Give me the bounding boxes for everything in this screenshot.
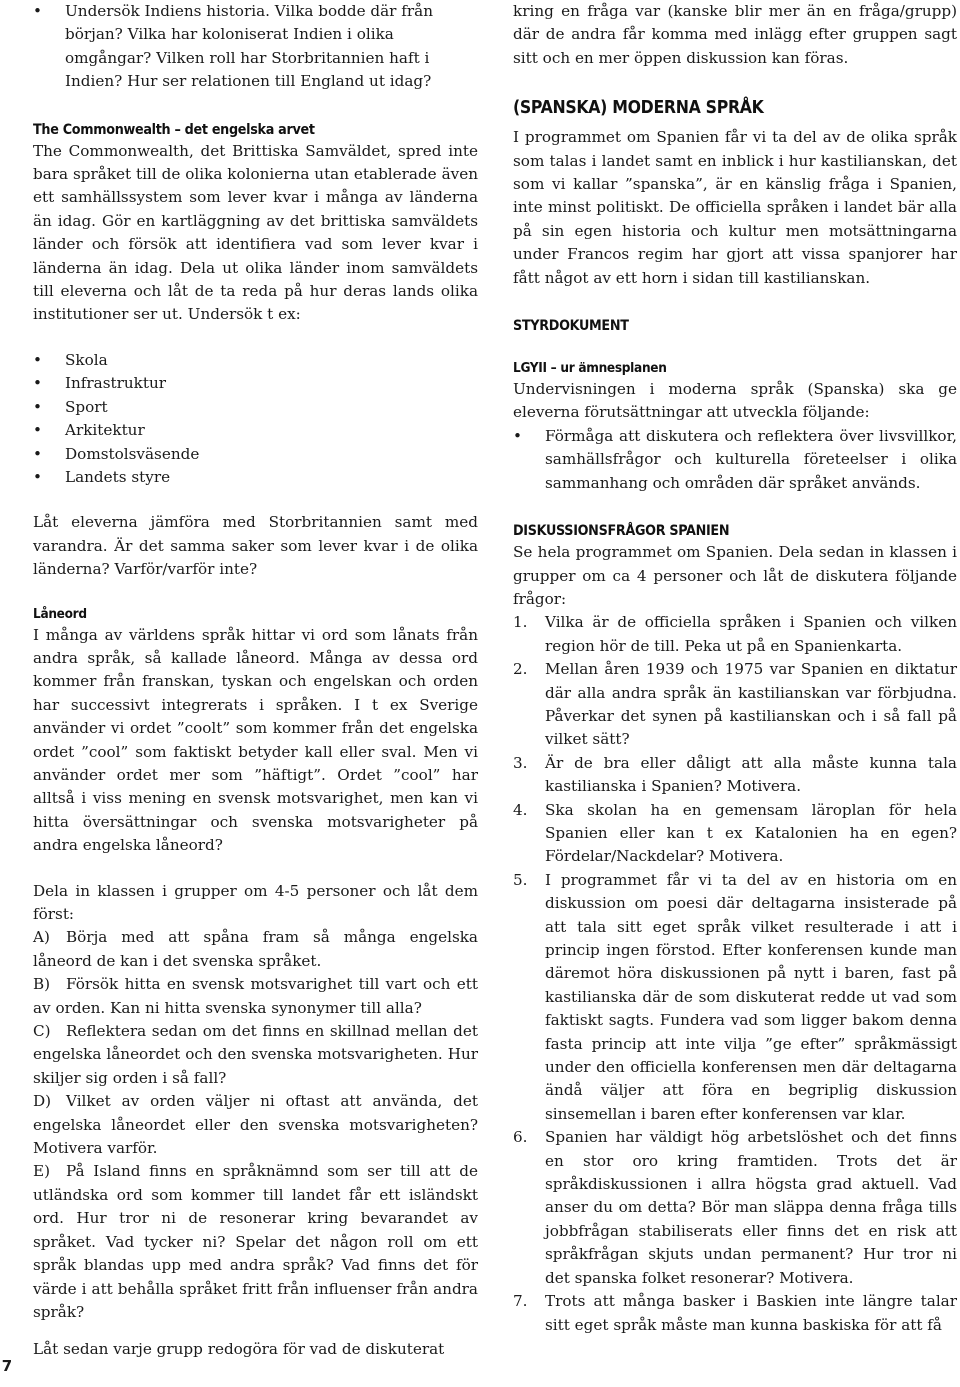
laneord-paragraph: I många av världens språk hittar vi ord som lånats från andra språk, så kallade låneord. Många av dessa ord kommer från franskan, tyskan och engelskan och orden har successivt integrerats i språken. I t ex Sverige använder vi ordet ”coolt” som kommer från det engelska ordet ”cool” som faktiskt betyder kall eller sval. Men vi använder ordet mer som ”häftigt”. Ordet ”cool” har alltså i viss mening en svensk motsvarighet, men kan vi hitta översättningar och svenska motsvarigheter på andra engelska låneord? [33,625,478,855]
closing-paragraph: Låt sedan varje grupp redogöra för vad de diskuterat [33,1340,445,1359]
group-task-label: B) [33,975,51,994]
styrdokument-heading: STYRDOKUMENT [513,318,629,335]
group-task-c [33,1020,478,1090]
question-item [513,611,957,658]
investigate-list [33,349,478,489]
question-number: 7. [513,1292,528,1311]
group-task-label: D) [33,1092,52,1111]
group-task-text: Försök hitta en svensk motsvarighet till vart och ett av orden. Kan ni hitta svenska synonymer till alla? [33,975,478,1017]
question-text: Trots att många basker i Baskien inte längre talar sitt eget språk måste man kunna baskiska för att få [545,1292,957,1334]
question-item [513,869,957,1126]
india-bullet [33,0,478,94]
question-item [513,752,957,799]
left-column [33,0,478,1362]
question-number: 4. [513,800,528,819]
laneord-heading: Låneord [33,605,87,622]
investigate-item: • Arkitektur [33,419,478,442]
india-bullet-text: Undersök Indiens historia. Vilka bodde där från början? Vilka har koloniserat Indien i olika omgångar? Vilken roll har Storbritannien haft i Indien? Hur ser relationen till England ut idag? [65,2,433,91]
question-item [513,1126,957,1290]
lgy-bullet: • Förmåga att diskutera och reflektera över livsvillkor, samhällsfrågor och kulturella företeelser i olika sammanhang och områden där språket används. [513,425,957,495]
investigate-item: • Domstolsväsende [33,443,478,466]
investigate-item: • Infrastruktur [33,372,478,395]
question-number: 5. [513,870,528,889]
question-text: Spanien har väldigt hög arbetslöshet och det finns en stor oro kring framtiden. Trots det är språkdiskussionen i allra högsta grad aktuell. Vad anser du om detta? Bör man släppa denna fråga tills jobbfrågan stabiliserats eller finns det en risk att språkfrågan skjuts undan permanent? Hur tror ni det spanska folket resonerar? Motivera. [545,1128,957,1287]
group-task-text: På Island finns en språknämnd som ser till att de utländska ord som kommer till landet får ett isländskt ord. Hur tror ni de resonerar kring bevarandet av språket. Vad tycker ni? Spelar det någon roll om ett språk blandas upp med andra språk? Vad finns det för värde i att behålla språket fritt från influenser från andra språk? [33,1162,478,1321]
lgy-heading: LGYII – ur ämnesplanen [513,360,667,377]
lgy-paragraph: Undervisningen i moderna språk (Spanska) ska ge eleverna förutsättningar att utveckla följande: [513,380,957,422]
question-list [513,611,957,1337]
groups-intro: Dela in klassen i grupper om 4-5 personer och låt dem först: [33,881,478,923]
question-number: 2. [513,660,528,679]
commonwealth-paragraph: The Commonwealth, det Brittiska Samväldet, spred inte bara språket till de olika kolonierna utan etablerade även ett samhällssystem som lever kvar i många av länderna än idag. Gör en kartläggning av det brittiska samväldets länder och försök att identifiera vad som lever kvar i länderna än idag. Dela ut olika länder inom samväldets till eleverna och låt de ta reda på hur deras lands olika institutioner ser ut. Undersök t ex: [33,141,478,324]
question-item [513,799,957,869]
lgy-bullet-list [513,425,957,495]
group-task-text: Börja med att spåna fram så många engelska låneord de kan i det svenska språket. [33,928,478,970]
group-task-e [33,1160,478,1324]
group-task-a [33,926,478,973]
diskussion-intro: Se hela programmet om Spanien. Dela sedan in klassen i grupper om ca 4 personer och låt de diskutera följande frågor: [513,543,957,608]
question-text: Mellan åren 1939 och 1975 var Spanien en diktatur där alla andra språk än kastilianskan var förbjudna. Påverkar det synen på kastilianskan och i så fall på vilket sätt? [545,660,957,749]
group-task-text: Reflektera sedan om det finns en skillnad mellan det engelska låneordet och den svenska motsvarigheten. Hur skiljer sig orden i så fall? [33,1022,478,1087]
spanska-paragraph: I programmet om Spanien får vi ta del av de olika språk som talas i landet samt en inblick i hur kastilianskan, det som vi kallar ”spanska”, är en känslig fråga i Spanien, inte minst politiskt. De officiella språken i landet bär alla på sin egen historia och kultur men motsättningarna under Francos regim har gjort att vissa spanjorer har fått något av ett horn i sidan till kastilianskan. [513,128,957,287]
compare-paragraph: Låt eleverna jämföra med Storbritannien samt med varandra. Är det samma saker som lever kvar i de olika länderna? Varför/varför inte? [33,513,478,579]
question-number: 6. [513,1128,528,1147]
group-task-b [33,973,478,1020]
group-task-text: Vilket av orden väljer ni oftast att använda, det engelska låneordet eller den svenska motsvarigheten? Motivera varför. [33,1092,478,1158]
question-number: 1. [513,613,528,632]
question-text: Ska skolan ha en gemensam läroplan för hela Spanien eller kan t ex Katalonien ha en egen? Fördelar/Nackdelar? Motivera. [545,800,957,866]
diskussion-heading: DISKUSSIONSFRÅGOR SPANIEN [513,523,730,540]
question-text: Är de bra eller dåligt att alla måste kunna tala kastilianska i Spanien? Motivera. [545,753,957,796]
question-number: 3. [513,753,528,772]
group-task-label: C) [33,1022,51,1041]
investigate-item: • Landets styre [33,466,478,489]
india-bullet-list [33,0,478,94]
group-task-label: E) [33,1162,51,1181]
question-text: Vilka är de officiella språken i Spanien och vilken region hör de till. Peka ut på en Spanienkarta. [545,613,957,655]
question-item [513,658,957,752]
group-task-label: A) [33,928,50,947]
commonwealth-heading: The Commonwealth – det engelska arvet [33,121,315,138]
page-number: 7 [1,1357,13,1375]
group-task-d [33,1090,478,1160]
investigate-item: • Skola [33,349,478,372]
investigate-item: • Sport [33,396,478,419]
continuation-paragraph: kring en fråga var (kanske blir mer än en fråga/grupp) där de andra får komma med inlägg efter gruppen sagt sitt och en mer öppen diskussion kan föras. [513,2,957,67]
spanska-heading: (SPANSKA) MODERNA SPRÅK [513,98,764,119]
question-text: I programmet får vi ta del av en historia om en diskussion om poesi där deltagarna insisterade på att tala sitt eget språk vilket resulterade i att i princip ingen förstod. Efter konferensen kunde man däremot höra diskussionen på nytt i baren, fast på kastilianska där de som diskuterat redde ut vad som faktiskt sagts. Fundera vad som ligger bakom denna fasta princip att inte vilja ”ge efter” språkmässigt under den officiella konferensen men där deltagarna ändå väljer att föra en begriplig diskussion sinsemellan i baren efter konferensen var klar. [545,870,957,1123]
question-item [513,1290,957,1337]
right-column [513,0,957,1337]
